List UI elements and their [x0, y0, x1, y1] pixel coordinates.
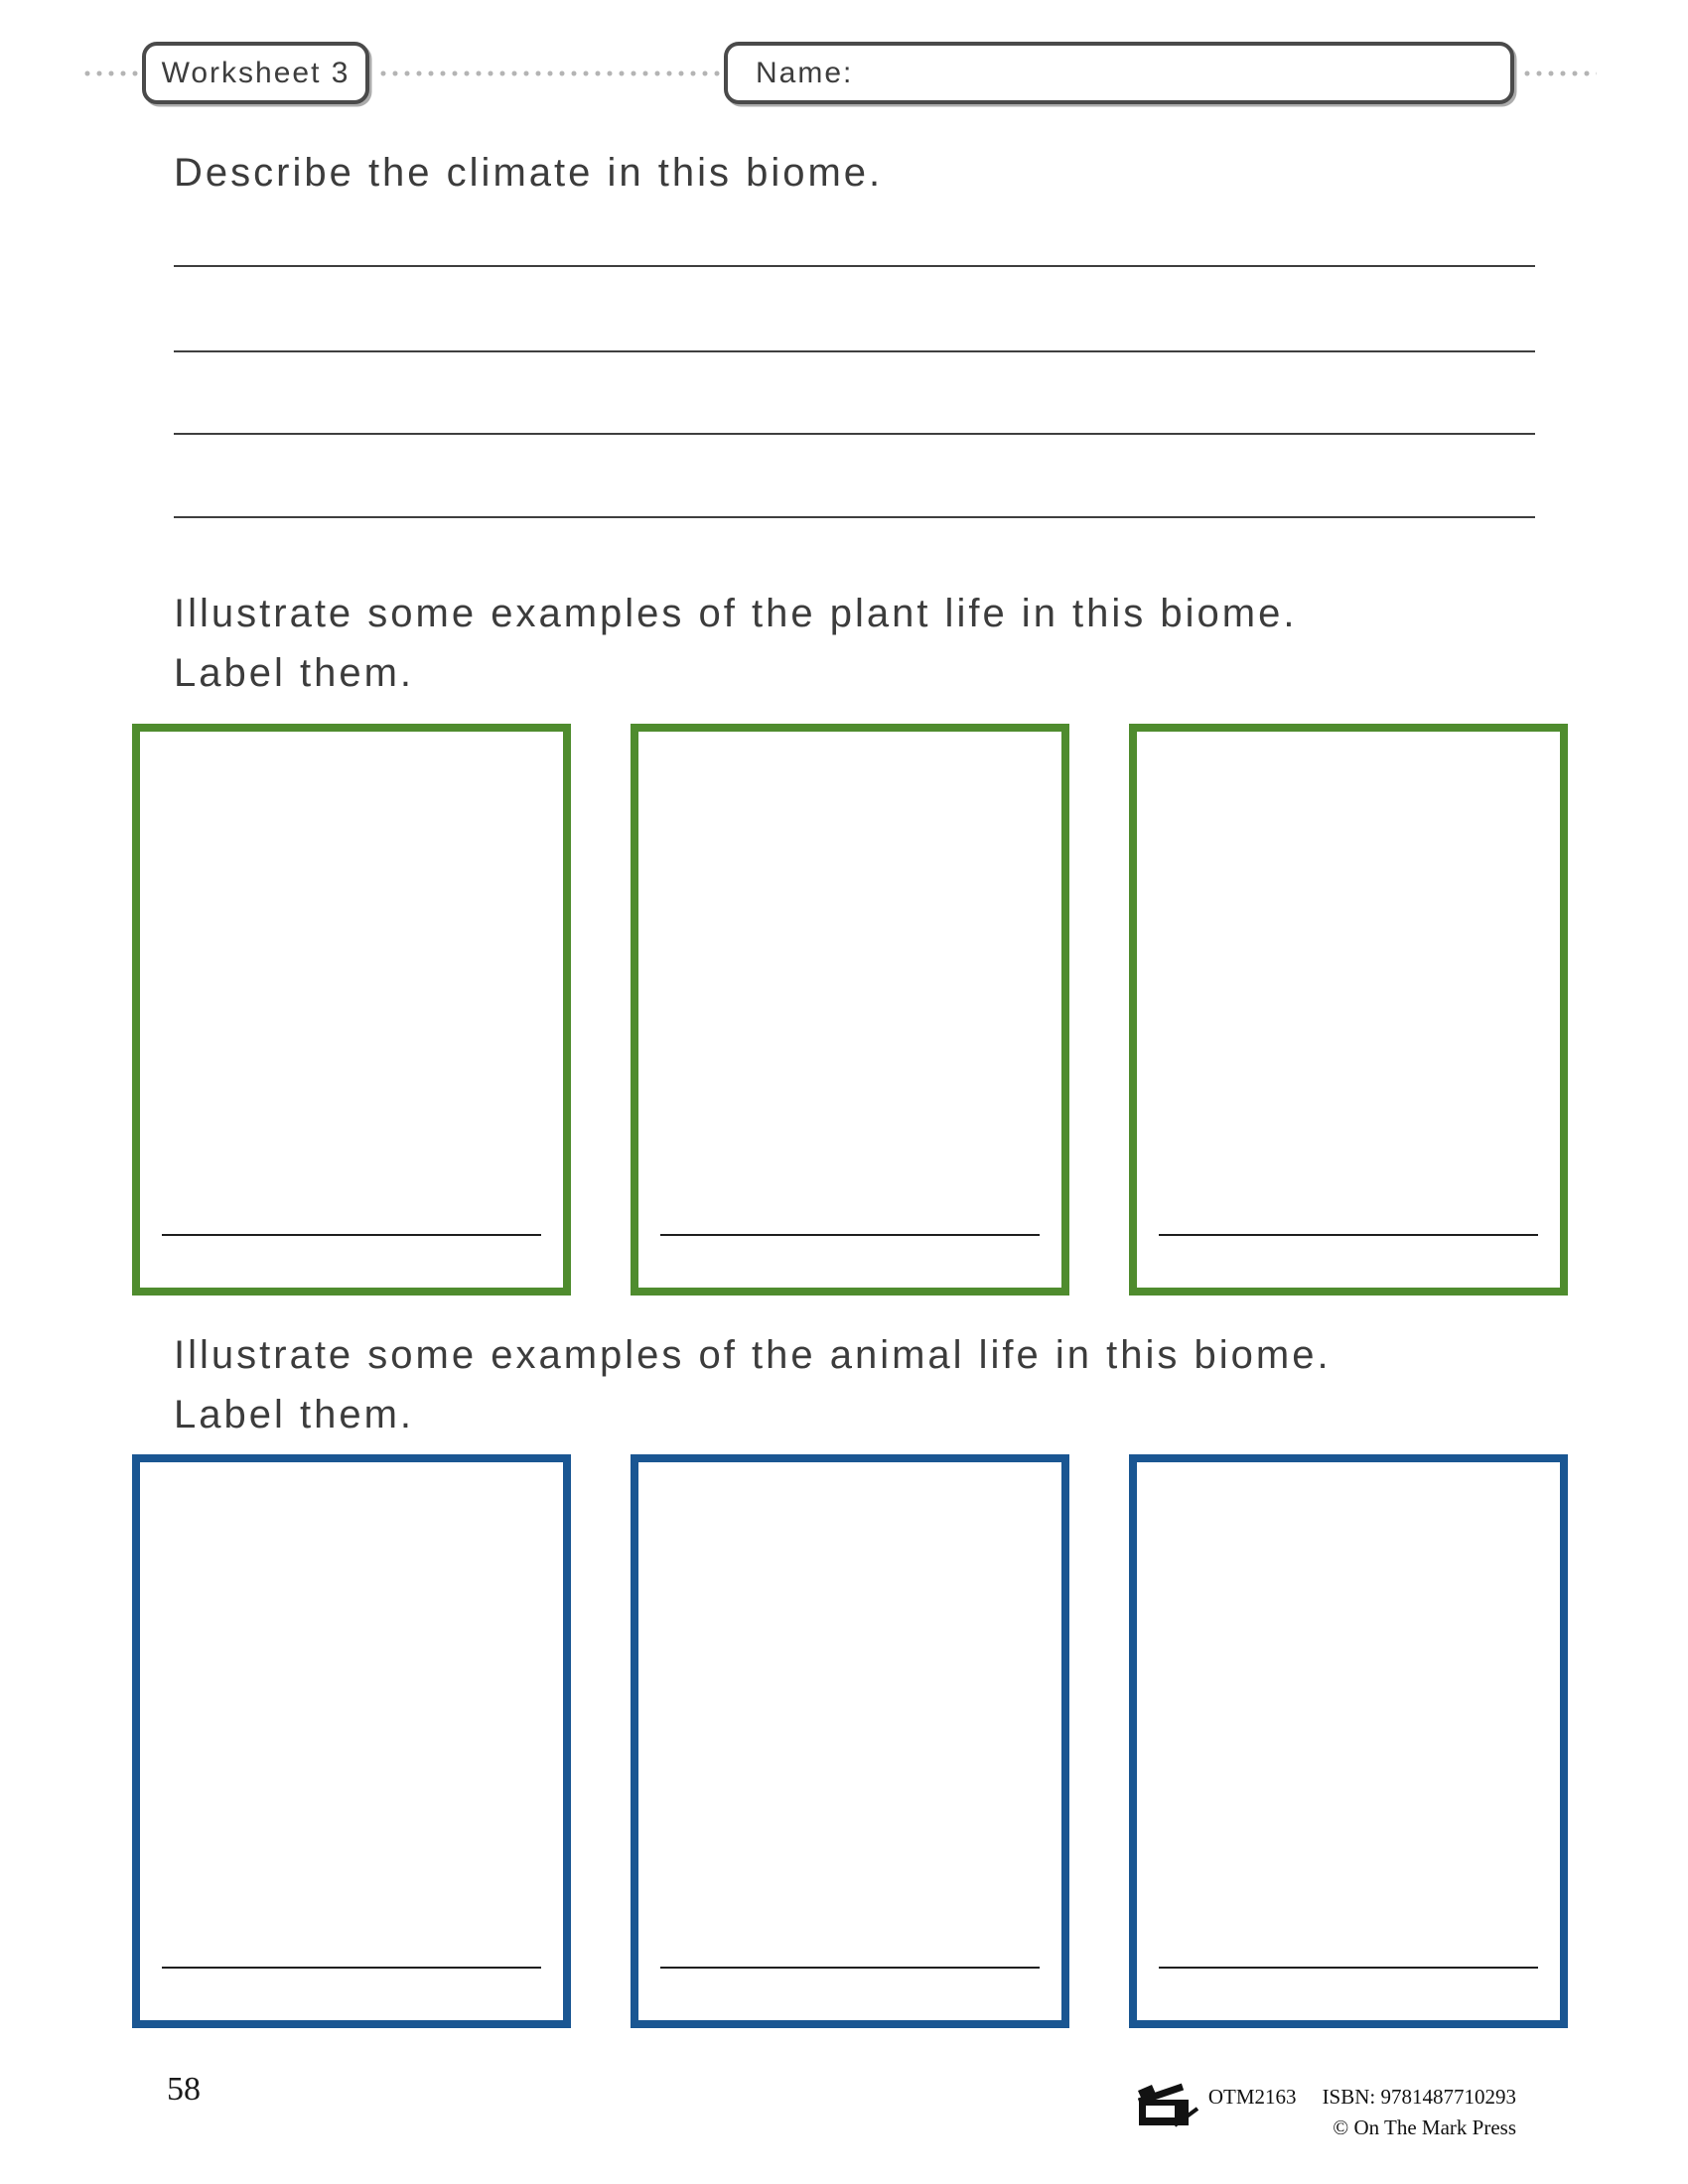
plant-illustration-box[interactable] — [132, 724, 571, 1296]
plant-illustration-box[interactable] — [1129, 724, 1568, 1296]
product-code: OTM2163 — [1207, 2085, 1297, 2109]
publisher-info — [1208, 2082, 1516, 2143]
plant-prompt-line2: Label them. — [174, 651, 415, 695]
animal-label-line[interactable] — [1159, 1967, 1538, 1969]
animal-prompt-line1: Illustrate some examples of the animal life in this biome. — [174, 1333, 1332, 1377]
answer-line[interactable] — [174, 350, 1535, 352]
dotted-divider-left — [81, 69, 139, 77]
plant-label-line[interactable] — [660, 1234, 1040, 1236]
animal-illustration-box[interactable] — [132, 1454, 571, 2028]
answer-line[interactable] — [174, 433, 1535, 435]
name-field-label: Name: — [756, 56, 854, 89]
worksheet-number-badge — [142, 42, 369, 104]
plant-prompt — [174, 584, 1297, 703]
publisher-codes — [1208, 2082, 1516, 2113]
climate-prompt: Describe the climate in this biome. — [174, 151, 884, 195]
isbn-text: ISBN: 9781487710293 — [1322, 2085, 1516, 2109]
plant-prompt-line1: Illustrate some examples of the plant life in this biome. — [174, 592, 1298, 635]
plant-label-line[interactable] — [162, 1234, 541, 1236]
animal-illustration-box[interactable] — [1129, 1454, 1568, 2028]
page-number: 58 — [167, 2071, 201, 2108]
name-field[interactable] — [724, 42, 1514, 104]
answer-line[interactable] — [174, 516, 1535, 518]
dotted-divider-right — [1521, 69, 1597, 77]
animal-illustration-box[interactable] — [631, 1454, 1069, 2028]
plant-label-line[interactable] — [1159, 1234, 1538, 1236]
animal-prompt-line2: Label them. — [174, 1393, 415, 1436]
copyright-text: © On The Mark Press — [1333, 2116, 1516, 2139]
animal-label-line[interactable] — [162, 1967, 541, 1969]
animal-label-line[interactable] — [660, 1967, 1040, 1969]
plant-illustration-box[interactable] — [631, 724, 1069, 1296]
worksheet-number-label: Worksheet 3 — [161, 56, 351, 89]
animal-prompt — [174, 1325, 1332, 1444]
answer-line[interactable] — [174, 265, 1535, 267]
dotted-divider-middle — [377, 69, 721, 77]
photocopier-icon — [1138, 2077, 1201, 2128]
